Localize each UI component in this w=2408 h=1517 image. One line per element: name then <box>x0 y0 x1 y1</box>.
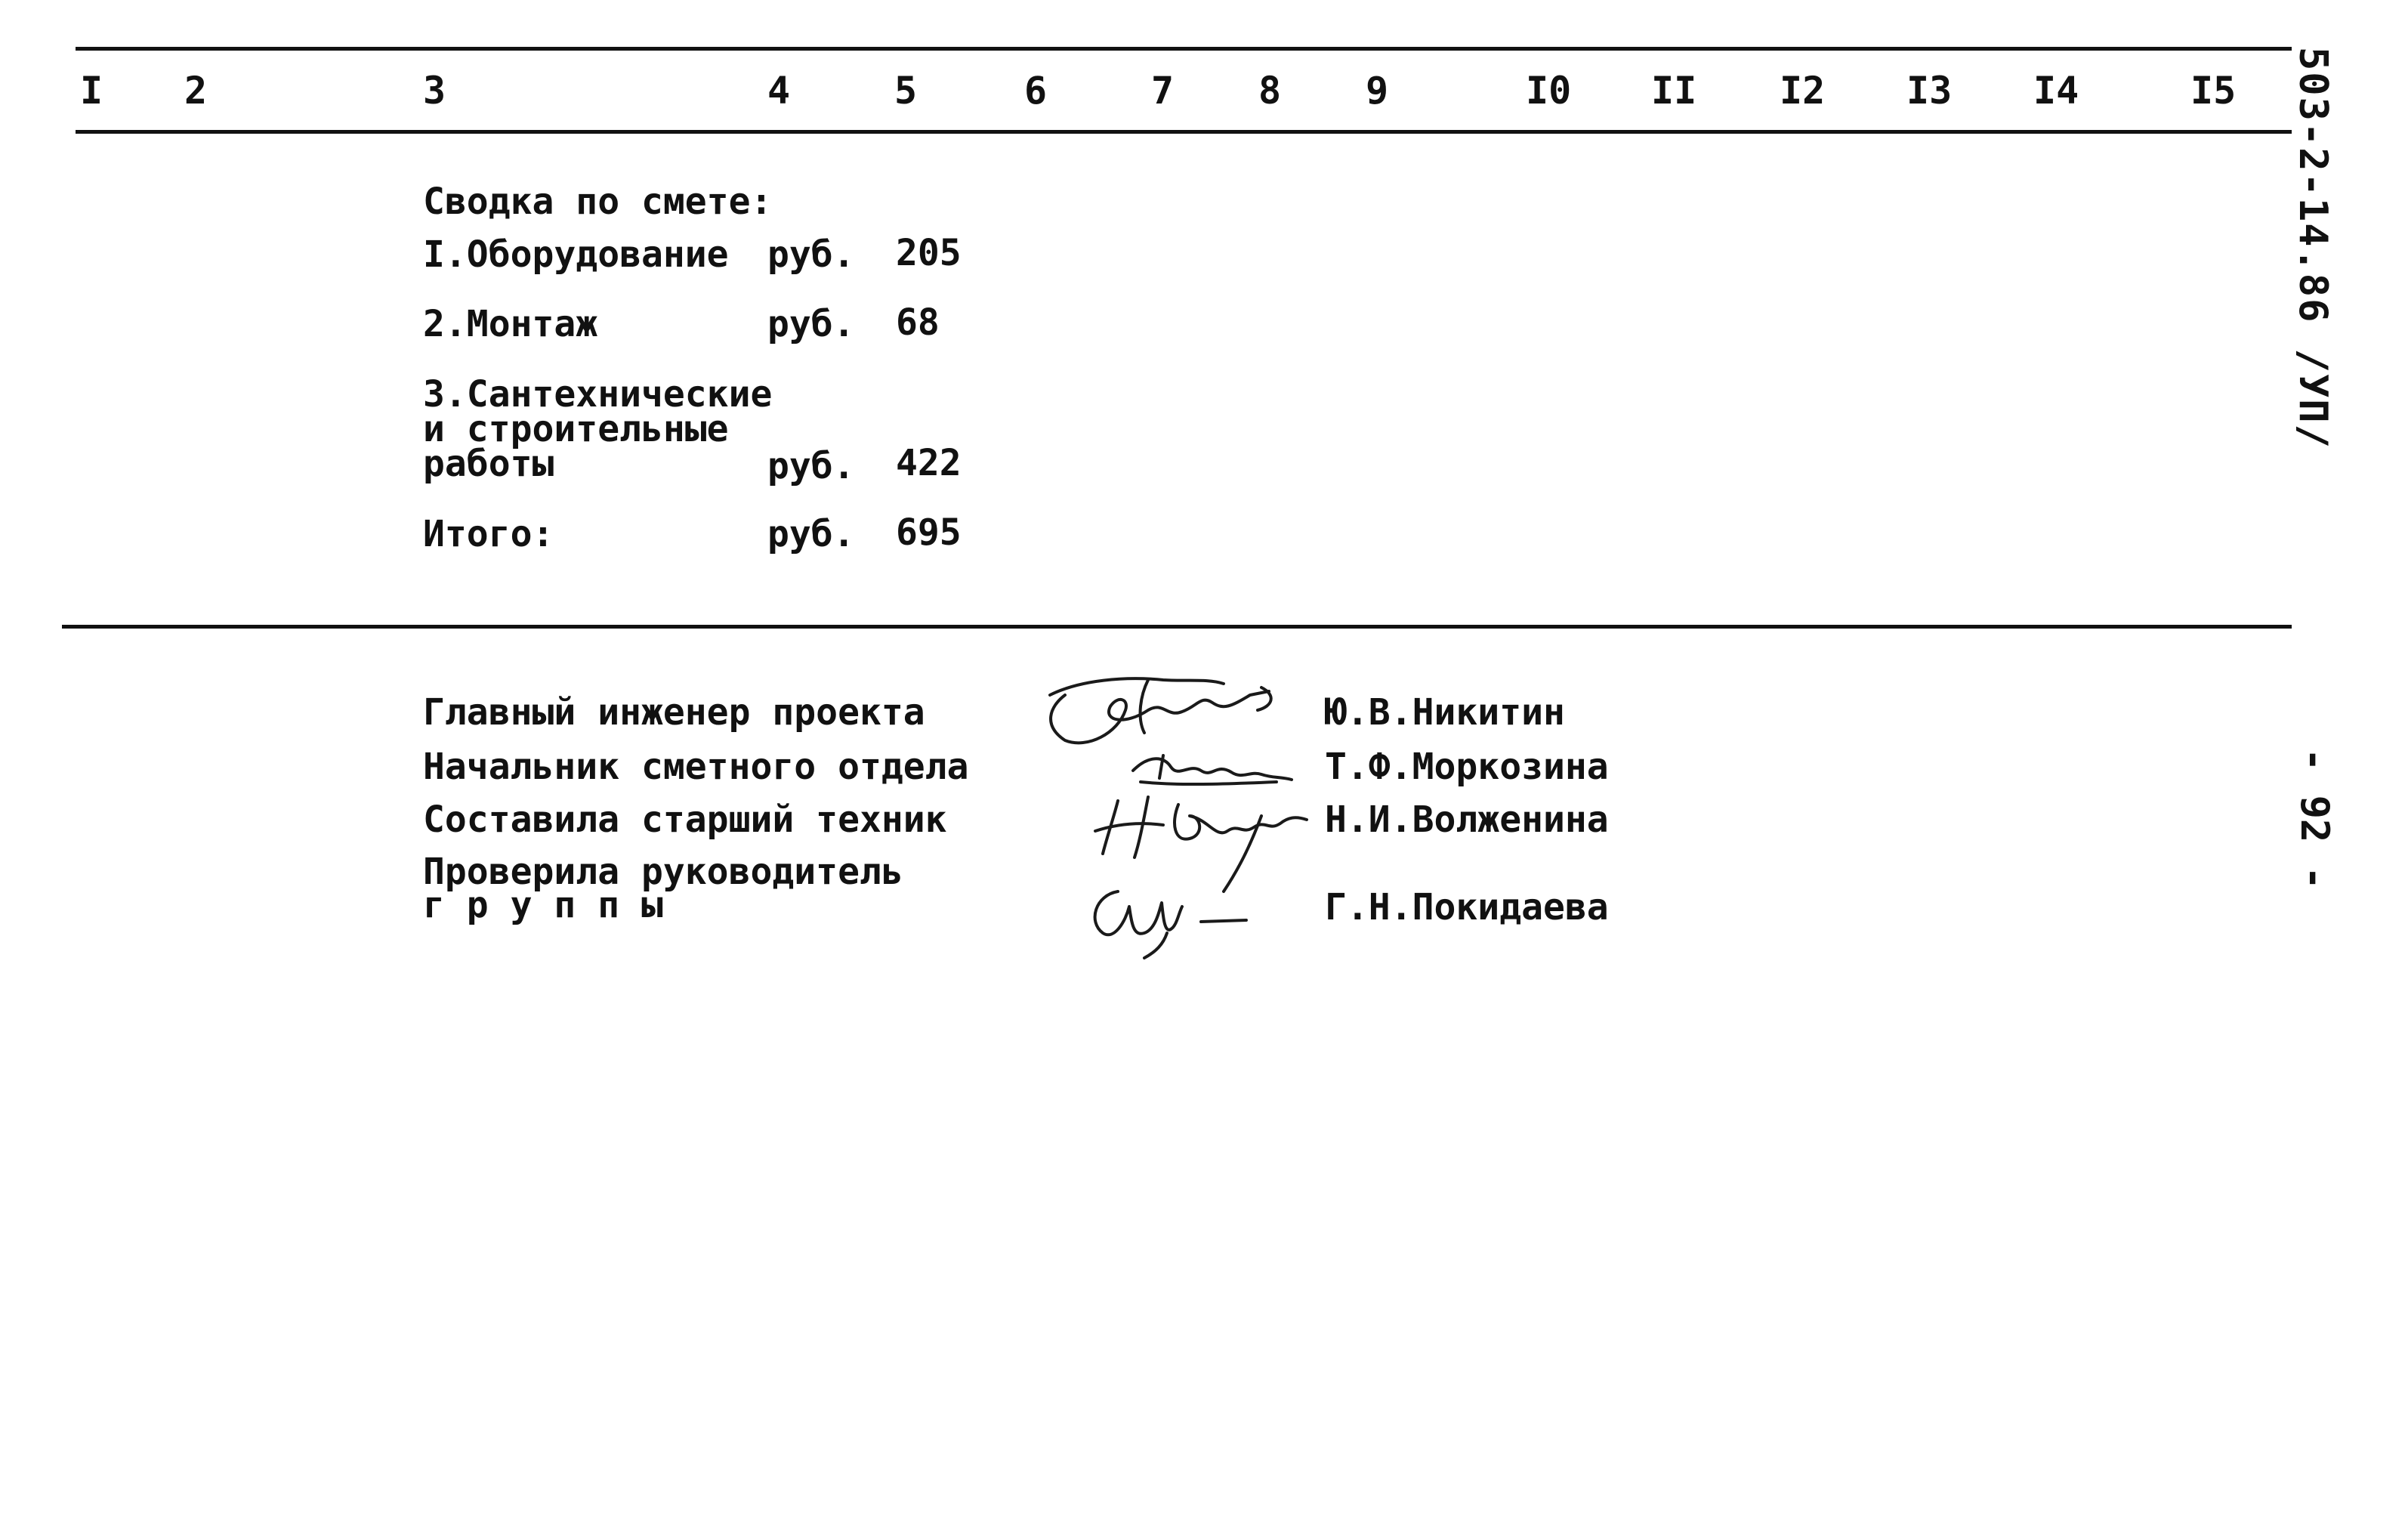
column-number: 3 <box>423 69 446 113</box>
summary-row-unit: руб. <box>767 445 855 487</box>
column-number: I0 <box>1526 69 1572 113</box>
summary-row-value: 68 <box>896 301 940 344</box>
summary-row-label: Итого: <box>423 513 554 555</box>
column-number: 4 <box>767 69 791 113</box>
column-number: I3 <box>1906 69 1953 113</box>
signer-name: Т.Ф.Моркозина <box>1325 746 1609 788</box>
page-number: - 92 - <box>2292 748 2337 890</box>
signer-name: Н.И.Волженина <box>1325 799 1609 841</box>
column-number: II <box>1651 69 1697 113</box>
summary-row-unit: руб. <box>767 233 855 276</box>
top-rule <box>76 47 2292 51</box>
column-number: 9 <box>1366 69 1389 113</box>
summary-heading: Сводка по смете: <box>423 181 773 223</box>
column-number: I2 <box>1780 69 1826 113</box>
signer-position: Главный инженер проекта <box>423 691 925 734</box>
signer-name: Ю.В.Никитин <box>1325 691 1565 734</box>
column-header-rule <box>76 130 2292 134</box>
signer-position: Составила старший техник <box>423 799 947 841</box>
column-number: I5 <box>2190 69 2237 113</box>
column-number: I <box>80 69 103 113</box>
summary-row-label: работы <box>423 443 554 485</box>
column-number: 2 <box>184 69 208 113</box>
signer-position: г р у п п ы <box>423 884 663 926</box>
column-number: 8 <box>1258 69 1282 113</box>
signer-position: Проверила руководитель <box>423 851 903 893</box>
summary-row-value: 205 <box>896 232 962 274</box>
column-number: 7 <box>1151 69 1175 113</box>
summary-row-label: 2.Монтаж <box>423 303 598 345</box>
signer-position: Начальник сметного отдела <box>423 746 969 788</box>
summary-row-label: и строительные <box>423 408 729 450</box>
section-divider-rule <box>62 625 2292 629</box>
summary-row-value: 695 <box>896 511 962 554</box>
summary-row-value: 422 <box>896 442 962 484</box>
summary-row-label: I.Оборудование <box>423 233 729 276</box>
document-code: 503-2-14.86 /УП/ <box>2290 47 2335 450</box>
summary-row-unit: руб. <box>767 513 855 555</box>
signature-scribble-4 <box>1073 876 1261 959</box>
signer-name: Г.Н.Покидаева <box>1325 886 1609 928</box>
summary-row-label: 3.Сантехнические <box>423 373 773 416</box>
column-number: 5 <box>894 69 918 113</box>
column-number: 6 <box>1024 69 1048 113</box>
summary-row-unit: руб. <box>767 303 855 345</box>
column-number: I4 <box>2033 69 2079 113</box>
